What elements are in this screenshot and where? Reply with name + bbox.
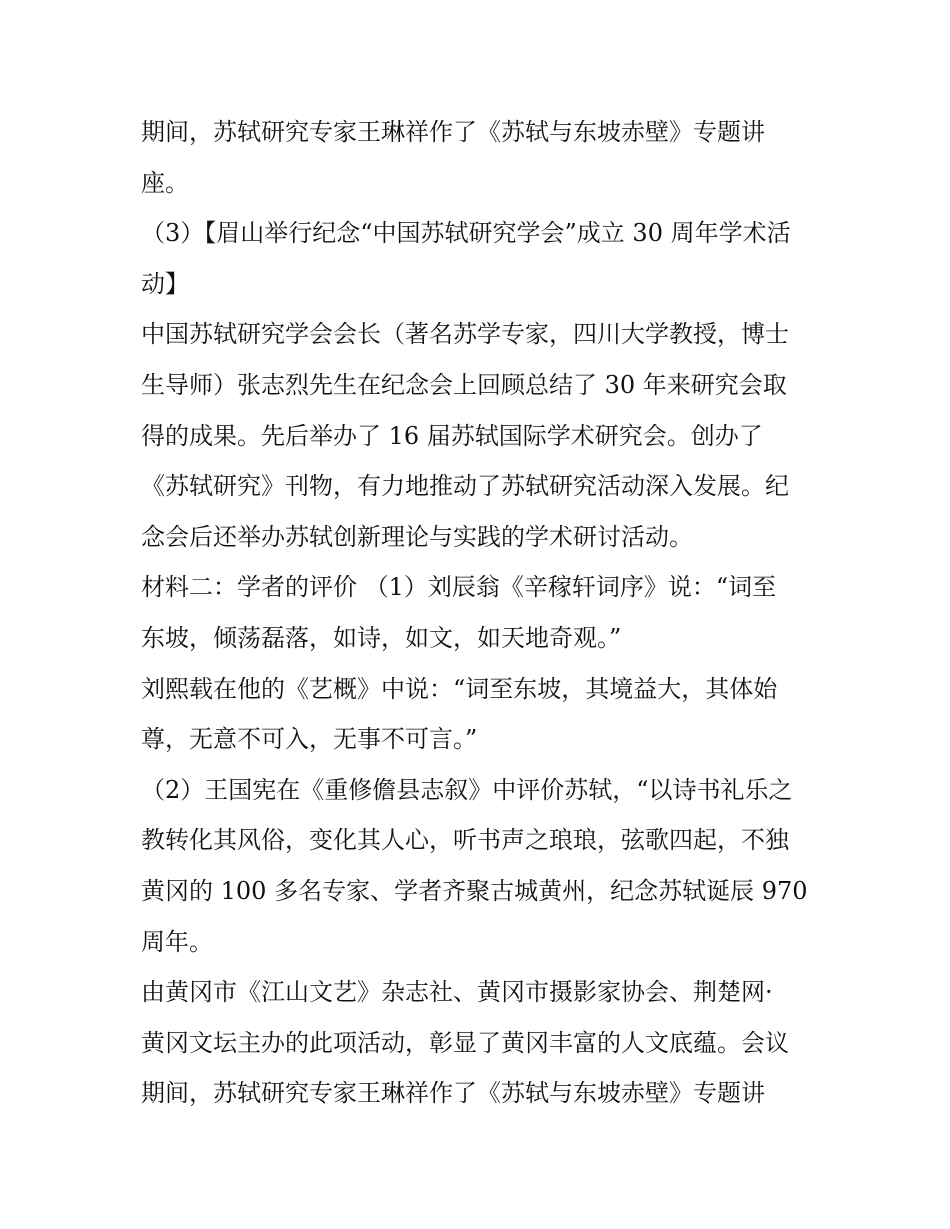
text-line: 动】 bbox=[141, 269, 189, 298]
text-line: 《苏轼研究》刊物，有力地推动了苏轼研究活动深入发展。纪 bbox=[141, 472, 789, 501]
text-line: 材料二：学者的评价 （1）刘辰翁《辛稼轩词序》说：“词至 bbox=[141, 573, 777, 602]
text-line: 期间，苏轼研究专家王琳祥作了《苏轼与东坡赤壁》专题讲 bbox=[141, 118, 765, 146]
text-line: 生导师）张志烈先生在纪念会上回顾总结了 30 年来研究会取 bbox=[141, 370, 787, 399]
text-line: （2）王国宪在《重修儋县志叙》中评价苏轼，“以诗书礼乐之 bbox=[141, 775, 793, 804]
text-line: 得的成果。先后举办了 16 届苏轼国际学术研究会。创办了 bbox=[141, 421, 763, 450]
text-line: 中国苏轼研究学会会长（著名苏学专家，四川大学教授，博士 bbox=[141, 320, 789, 349]
text-line: 尊，无意不可入，无事不可言。” bbox=[141, 725, 478, 754]
text-line: 东坡，倾荡磊落，如诗，如文，如天地奇观。” bbox=[141, 623, 622, 652]
text-line: 念会后还举办苏轼创新理论与实践的学术研讨活动。 bbox=[141, 522, 693, 551]
text-line: 刘熙载在他的《艺概》中说：“词至东坡，其境益大，其体始 bbox=[141, 674, 778, 703]
text-line: 座。 bbox=[141, 168, 189, 197]
text-line: （3）【眉山举行纪念“中国苏轼研究学会”成立 30 周年学术活 bbox=[141, 219, 791, 248]
text-line: 由黄冈市《江山文艺》杂志社、黄冈市摄影家协会、荆楚网· bbox=[141, 978, 773, 1007]
text-line: 期间，苏轼研究专家王琳祥作了《苏轼与东坡赤壁》专题讲 bbox=[141, 1079, 765, 1108]
document-text bbox=[141, 107, 821, 1119]
text-line: 周年。 bbox=[141, 927, 213, 956]
text-line: 黄冈的 100 多名专家、学者齐聚古城黄州，纪念苏轼诞辰 970 bbox=[141, 876, 808, 905]
text-line: 黄冈文坛主办的此项活动，彰显了黄冈丰富的人文底蕴。会议 bbox=[141, 1028, 789, 1057]
text-line: 教转化其风俗，变化其人心，听书声之琅琅，弦歌四起，不独 bbox=[141, 826, 789, 855]
